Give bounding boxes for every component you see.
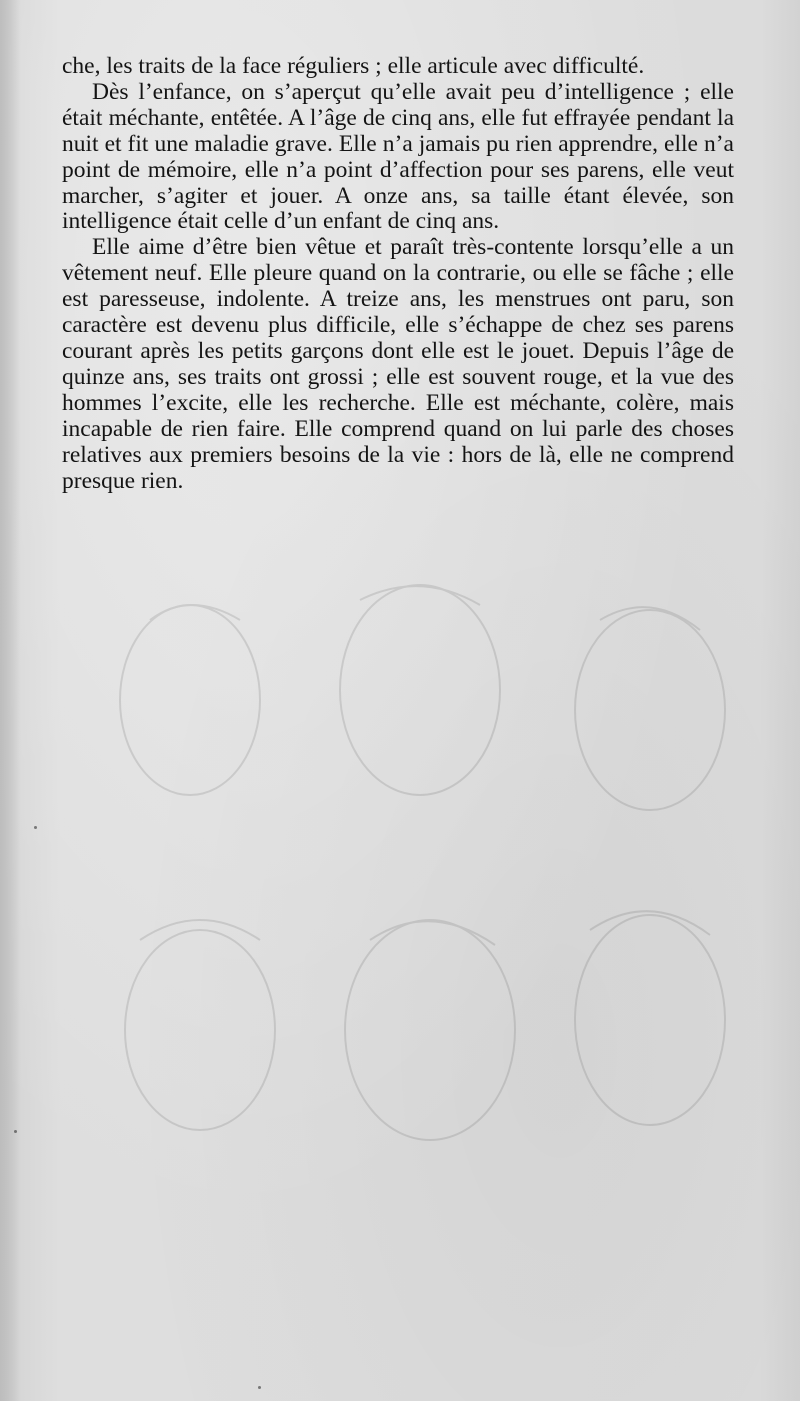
paragraph-childhood: Dès l’enfance, on s’aperçut qu’elle avait peu d’intelligence ; elle était méchante, entêtée. A l’âge de cinq ans, elle fut effrayée pendant la nuit et fit une maladie grave. Elle n’a jamais pu rien apprendre, elle n’a point de mémoire, elle n’a point d’affection pour ses parens, elle veut marcher, s’agiter et jouer. A onze ans, sa taille étant élevée, son intelligence était celle d’un enfant de cinq ans. <box>62 78 734 235</box>
ink-speck <box>14 1130 17 1133</box>
show-through-illustration <box>0 560 800 1401</box>
body-text <box>62 54 734 494</box>
ink-speck <box>258 1386 261 1389</box>
paragraph-continuation: che, les traits de la face réguliers ; elle articule avec difficulté. <box>62 53 645 79</box>
ink-speck <box>34 826 37 829</box>
paragraph-adolescence: Elle aime d’être bien vêtue et paraît très-contente lorsqu’elle a un vêtement neuf. Elle pleure quand on la contrarie, ou elle se fâche ; elle est paresseuse, indolente. A treize ans, les menstrues ont paru, son caractère est devenu plus difficile, elle s’échappe de chez ses parens courant après les petits garçons dont elle est le jouet. Depuis l’âge de quinze ans, ses traits ont grossi ; elle est souvent rouge, et la vue des hommes l’excite, elle les recherche. Elle est méchante, colère, mais incapable de rien faire. Elle comprend quand on lui parle des choses relatives aux premiers besoins de la vie : hors de là, elle ne comprend presque rien. <box>62 234 734 494</box>
